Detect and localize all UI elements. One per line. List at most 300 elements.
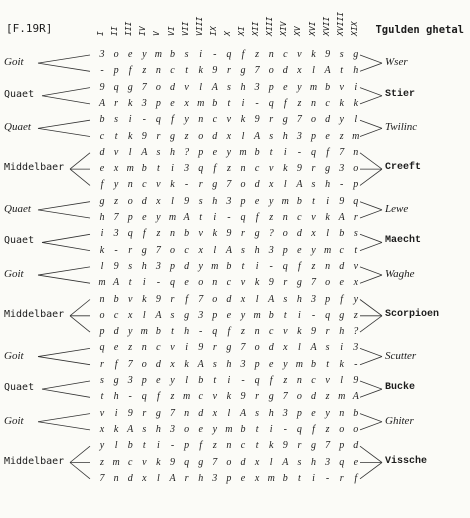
cipher-letter: l <box>312 65 315 77</box>
cipher-letter: k <box>254 277 260 289</box>
column-numeral: XIX <box>349 21 359 36</box>
column-numeral: III <box>124 21 134 36</box>
cipher-letter: z <box>100 456 104 468</box>
cipher-letter: z <box>226 163 231 175</box>
group-right-label: Vissche <box>385 455 428 467</box>
cipher-letter: 3 <box>268 244 274 256</box>
cipher-row <box>0 65 470 80</box>
cipher-letter: s <box>170 309 175 321</box>
cipher-letter: c <box>325 97 330 109</box>
cipher-letter: 7 <box>99 472 105 484</box>
cipher-letter: m <box>168 212 177 223</box>
cipher-letter: f <box>128 65 132 77</box>
cipher-letter: m <box>295 358 303 370</box>
cipher-letter: 7 <box>325 440 331 452</box>
cipher-letter: - <box>184 179 189 191</box>
cipher-letter: d <box>212 130 218 142</box>
cipher-letter: s <box>241 244 245 256</box>
cipher-letter: c <box>99 130 105 142</box>
cipher-letter: 9 <box>127 407 133 419</box>
cipher-letter: k <box>127 130 133 142</box>
cipher-letter: ? <box>268 228 274 240</box>
cipher-letter: x <box>142 472 147 484</box>
cipher-letter: o <box>353 423 359 435</box>
cipher-letter: q <box>113 81 119 93</box>
cipher-letter: - <box>170 440 175 452</box>
cipher-letter: r <box>156 130 161 142</box>
group-right-label: Wser <box>385 56 408 69</box>
cipher-letter: A <box>296 179 303 191</box>
cipher-letter: p <box>127 212 133 223</box>
cipher-letter: i <box>171 163 174 175</box>
cipher-letter: k <box>311 49 316 60</box>
cipher-letter: v <box>283 326 288 338</box>
cipher-letter: f <box>269 375 273 386</box>
cipher-letter: - <box>283 423 287 435</box>
cipher-letter: v <box>353 260 359 272</box>
cipher-letter: ? <box>353 326 359 338</box>
cipher-letter: ? <box>184 146 190 158</box>
cipher-letter: t <box>298 472 301 484</box>
cipher-letter: A <box>282 456 289 468</box>
cipher-letter: p <box>353 179 359 191</box>
cipher-letter: o <box>184 423 190 435</box>
cipher-letter: 9 <box>198 342 204 354</box>
cipher-letter: p <box>99 326 105 338</box>
cipher-row <box>0 212 470 227</box>
cipher-letter: q <box>99 342 105 354</box>
cipher-letter: y <box>325 407 330 419</box>
cipher-letter: g <box>325 163 331 175</box>
cipher-letter: d <box>296 228 302 240</box>
cipher-letter: y <box>226 146 232 158</box>
cipher-letter: z <box>339 130 344 142</box>
cipher-letter: g <box>212 179 218 191</box>
cipher-letter: f <box>255 212 259 223</box>
cipher-letter: e <box>240 472 246 484</box>
cipher-letter: h <box>311 456 316 468</box>
cipher-letter: x <box>212 407 218 419</box>
cipher-letter: n <box>127 179 133 191</box>
cipher-letter: A <box>197 358 204 370</box>
cipher-letter: v <box>339 81 344 93</box>
cipher-letter: r <box>283 277 288 289</box>
column-numeral: II <box>110 26 120 36</box>
cipher-letter: h <box>339 326 345 338</box>
cipher-letter: d <box>311 391 316 403</box>
cipher-letter: A <box>254 130 261 142</box>
cipher-letter: y <box>198 260 203 272</box>
cipher-letter: d <box>254 179 260 191</box>
cipher-letter: 7 <box>296 114 302 126</box>
cipher-letter: m <box>126 163 134 175</box>
cipher-letter: 9 <box>268 277 274 289</box>
cipher-letter: 3 <box>296 130 302 142</box>
cipher-letter: A <box>225 244 232 256</box>
cipher-letter: k <box>268 440 274 452</box>
cipher-letter: b <box>170 49 175 60</box>
cipher-letter: q <box>353 195 359 207</box>
cipher-letter: x <box>240 293 246 305</box>
cipher-letter: e <box>339 277 344 289</box>
cipher-letter: z <box>325 423 330 435</box>
cipher-letter: 7 <box>240 342 246 354</box>
cipher-letter: f <box>213 163 217 175</box>
cipher-letter: m <box>338 391 346 403</box>
cipher-letter: i <box>255 260 259 272</box>
column-numeral: IX <box>208 26 218 36</box>
cipher-letter: o <box>325 277 331 289</box>
cipher-letter: g <box>282 114 288 126</box>
cipher-letter: r <box>255 391 260 403</box>
cipher-row <box>0 457 470 472</box>
cipher-letter: m <box>225 423 233 435</box>
cipher-letter: 7 <box>226 179 232 191</box>
cipher-letter: g <box>198 456 204 468</box>
cipher-letter: q <box>254 375 260 386</box>
cipher-letter: p <box>254 358 260 370</box>
cipher-letter: q <box>311 146 316 158</box>
cipher-letter: k <box>198 65 203 77</box>
cipher-letter: v <box>226 114 232 126</box>
cipher-letter: y <box>156 212 161 223</box>
cipher-letter: n <box>282 212 288 223</box>
cipher-letter: o <box>254 342 260 354</box>
cipher-letter: q <box>226 49 232 60</box>
column-numeral: XVII <box>321 16 331 36</box>
cipher-letter: l <box>100 260 104 272</box>
cipher-letter: v <box>113 146 119 158</box>
cipher-letter: e <box>184 277 189 289</box>
cipher-letter: k <box>339 97 344 109</box>
cipher-row <box>0 408 470 423</box>
cipher-letter: r <box>325 326 330 338</box>
cipher-letter: n <box>99 293 105 305</box>
cipher-letter: i <box>312 472 315 484</box>
cipher-row <box>0 342 470 357</box>
cipher-letter: p <box>113 65 119 77</box>
cipher-letter: 3 <box>353 342 359 354</box>
cipher-letter: 3 <box>170 423 175 435</box>
cipher-letter: r <box>311 163 316 175</box>
cipher-row <box>0 98 470 113</box>
group-left-label: Quaet <box>4 202 31 215</box>
cipher-letter: A <box>324 65 331 77</box>
table-title: Tgulden ghetal <box>375 24 464 36</box>
cipher-letter: b <box>113 293 119 305</box>
cipher-letter: v <box>184 81 189 93</box>
cipher-letter: d <box>282 65 288 77</box>
cipher-letter: p <box>325 293 331 305</box>
cipher-letter: i <box>241 97 245 109</box>
cipher-letter: 3 <box>339 163 345 175</box>
cipher-letter: q <box>339 456 345 468</box>
column-numeral: XIV <box>279 21 289 36</box>
cipher-letter: - <box>269 260 273 272</box>
cipher-letter: d <box>226 293 232 305</box>
column-numeral: VIII <box>194 16 204 36</box>
cipher-letter: y <box>268 195 274 207</box>
cipher-letter: z <box>325 391 330 403</box>
cipher-letter: c <box>297 212 302 223</box>
cipher-letter: c <box>184 244 189 256</box>
cipher-letter: b <box>254 146 260 158</box>
cipher-letter: t <box>283 309 287 321</box>
cipher-row <box>0 375 470 390</box>
cipher-letter: s <box>114 114 119 126</box>
cipher-letter: o <box>353 163 359 175</box>
cipher-row <box>0 228 470 243</box>
cipher-letter: x <box>99 423 105 435</box>
cipher-row <box>0 424 470 439</box>
cipher-letter: r <box>269 114 274 126</box>
cipher-letter: b <box>282 472 288 484</box>
cipher-letter: n <box>268 49 274 60</box>
group-left-label: Quaet <box>4 121 31 134</box>
cipher-letter: f <box>340 293 344 305</box>
cipher-letter: m <box>239 146 247 158</box>
cipher-letter: e <box>283 81 288 93</box>
cipher-letter: 7 <box>339 146 345 158</box>
cipher-letter: 9 <box>353 375 359 386</box>
column-numeral: X <box>222 31 232 36</box>
cipher-letter: d <box>99 146 105 158</box>
cipher-letter: i <box>340 342 344 354</box>
cipher-letter: n <box>254 326 260 338</box>
cipher-letter: s <box>184 49 189 60</box>
cipher-row <box>0 277 470 292</box>
cipher-letter: e <box>353 456 359 468</box>
cipher-letter: d <box>155 358 161 370</box>
cipher-letter: p <box>226 472 232 484</box>
cipher-letter: s <box>100 375 104 386</box>
cipher-letter: l <box>283 179 287 191</box>
group-right-label: Maecht <box>385 235 422 247</box>
cipher-letter: i <box>185 342 188 354</box>
cipher-letter: 7 <box>282 391 288 403</box>
group-left-label: Middelbaer <box>4 162 65 174</box>
cipher-letter: c <box>127 456 133 468</box>
cipher-letter: A <box>338 212 345 223</box>
cipher-letter: A <box>98 97 106 109</box>
cipher-letter: z <box>283 375 288 386</box>
cipher-letter: v <box>325 375 330 386</box>
cipher-letter: m <box>253 309 261 321</box>
cipher-letter: o <box>155 81 161 93</box>
cipher-letter: m <box>140 326 148 338</box>
cipher-letter: - <box>311 309 316 321</box>
cipher-letter: l <box>241 130 245 142</box>
group-left-label: Middelbaer <box>4 455 65 467</box>
cipher-letter: e <box>226 309 232 321</box>
cipher-letter: e <box>99 163 105 175</box>
cipher-letter: 9 <box>212 65 218 77</box>
cipher-letter: - <box>128 391 132 403</box>
cipher-letter: t <box>128 277 132 289</box>
cipher-letter: l <box>213 244 217 256</box>
cipher-letter: z <box>297 97 302 109</box>
cipher-letter: g <box>127 81 133 93</box>
cipher-letter: n <box>113 472 119 484</box>
cipher-letter: m <box>267 472 275 484</box>
cipher-letter: h <box>198 472 204 484</box>
cipher-letter: o <box>127 195 133 207</box>
cipher-letter: z <box>114 195 119 207</box>
cipher-letter: 9 <box>254 114 260 126</box>
cipher-letter: r <box>128 244 133 256</box>
cipher-letter: 3 <box>212 472 218 484</box>
cipher-letter: 7 <box>170 407 175 419</box>
cipher-letter: i <box>269 423 273 435</box>
cipher-letter: 3 <box>127 375 133 386</box>
cipher-letter: m <box>309 81 318 93</box>
cipher-letter: k <box>212 228 218 240</box>
cipher-letter: q <box>184 456 190 468</box>
cipher-row <box>0 131 470 146</box>
cipher-letter: i <box>227 375 231 386</box>
cipher-letter: q <box>127 228 133 240</box>
cipher-letter: q <box>268 97 274 109</box>
cipher-row <box>0 359 470 374</box>
cipher-letter: r <box>226 65 231 77</box>
cipher-letter: f <box>312 423 315 435</box>
cipher-letter: o <box>296 391 302 403</box>
cipher-letter: k <box>184 358 189 370</box>
cipher-letter: c <box>240 440 246 452</box>
cipher-letter: r <box>142 407 147 419</box>
cipher-row <box>0 114 470 129</box>
cipher-letter: y <box>170 375 175 386</box>
cipher-letter: h <box>325 179 331 191</box>
cipher-letter: c <box>198 391 203 403</box>
cipher-letter: - <box>142 114 146 126</box>
cipher-letter: k <box>353 97 359 109</box>
cipher-letter: q <box>198 163 204 175</box>
cipher-letter: g <box>240 65 246 77</box>
cipher-letter: q <box>170 277 175 289</box>
cipher-letter: y <box>339 114 344 126</box>
cipher-letter: t <box>269 146 273 158</box>
column-numeral: VI <box>166 26 176 36</box>
cipher-letter: k <box>99 244 105 256</box>
cipher-letter: t <box>255 423 259 435</box>
cipher-letter: s <box>226 81 231 93</box>
cipher-letter: h <box>170 146 175 158</box>
cipher-row <box>0 261 470 276</box>
cipher-letter: e <box>325 130 330 142</box>
cipher-letter: 7 <box>141 81 147 93</box>
cipher-letter: s <box>311 179 316 191</box>
group-left-label: Goit <box>4 268 24 281</box>
cipher-letter: m <box>154 49 162 60</box>
cipher-letter: v <box>170 342 175 354</box>
cipher-letter: l <box>326 228 329 240</box>
cipher-letter: h <box>254 244 260 256</box>
cipher-letter: x <box>113 163 119 175</box>
cipher-letter: y <box>142 49 147 60</box>
cipher-letter: e <box>142 212 147 223</box>
group-right-label: Lewe <box>385 202 409 215</box>
cipher-letter: m <box>98 277 106 289</box>
cipher-letter: e <box>311 407 316 419</box>
cipher-letter: o <box>311 114 316 126</box>
cipher-letter: 7 <box>113 212 119 223</box>
cipher-letter: z <box>184 130 189 142</box>
column-numeral: VII <box>180 21 190 36</box>
cipher-letter: x <box>127 309 133 321</box>
cipher-letter: o <box>170 244 175 256</box>
cipher-letter: b <box>353 407 359 419</box>
cipher-letter: - <box>100 65 104 77</box>
cipher-letter: r <box>241 228 245 240</box>
cipher-letter: n <box>170 228 175 240</box>
cipher-letter: - <box>241 375 245 386</box>
cipher-letter: m <box>352 130 360 142</box>
group-left-label: Goit <box>4 56 24 69</box>
cipher-letter: t <box>213 375 217 386</box>
cipher-letter: z <box>170 391 175 403</box>
cipher-letter: i <box>283 146 287 158</box>
cipher-letter: n <box>155 65 161 77</box>
cipher-letter: n <box>212 277 218 289</box>
cipher-letter: h <box>353 65 359 77</box>
cipher-letter: f <box>114 358 118 370</box>
cipher-letter: x <box>254 472 260 484</box>
cipher-letter: o <box>212 293 218 305</box>
cipher-letter: p <box>311 130 316 142</box>
cipher-letter: 3 <box>113 228 119 240</box>
cipher-letter: 9 <box>155 293 161 305</box>
cipher-letter: e <box>113 342 119 354</box>
cipher-letter: b <box>296 195 302 207</box>
column-numeral: XV <box>293 26 303 36</box>
cipher-letter: 9 <box>282 440 288 452</box>
cipher-letter: l <box>227 407 231 419</box>
cipher-letter: g <box>155 407 161 419</box>
cipher-letter: k <box>113 423 119 435</box>
cipher-letter: - <box>199 326 203 338</box>
cipher-letter: d <box>339 260 345 272</box>
cipher-letter: g <box>311 440 316 452</box>
cipher-row <box>0 245 470 260</box>
cipher-letter: p <box>240 195 246 207</box>
cipher-letter: m <box>182 391 191 403</box>
cipher-letter: l <box>354 114 358 126</box>
cipher-letter: o <box>282 228 288 240</box>
cipher-letter: 7 <box>155 244 161 256</box>
cipher-letter: v <box>142 456 147 468</box>
cipher-letter: r <box>339 472 344 484</box>
cipher-letter: y <box>99 440 105 452</box>
cipher-letter: g <box>99 195 105 207</box>
cipher-letter: A <box>310 342 317 354</box>
cipher-letter: c <box>113 309 119 321</box>
cipher-row <box>0 294 470 309</box>
group-left-label: Goit <box>4 349 24 362</box>
cipher-letter: d <box>127 472 133 484</box>
cipher-letter: v <box>198 228 203 240</box>
cipher-row <box>0 179 470 194</box>
cipher-letter: v <box>268 163 274 175</box>
cipher-letter: 3 <box>311 293 316 305</box>
cipher-letter: l <box>171 195 174 207</box>
cipher-letter: k <box>240 114 246 126</box>
cipher-letter: r <box>353 212 358 223</box>
cipher-letter: i <box>354 81 358 93</box>
cipher-letter: c <box>268 326 274 338</box>
cipher-letter: A <box>155 309 162 321</box>
cipher-letter: p <box>296 407 302 419</box>
